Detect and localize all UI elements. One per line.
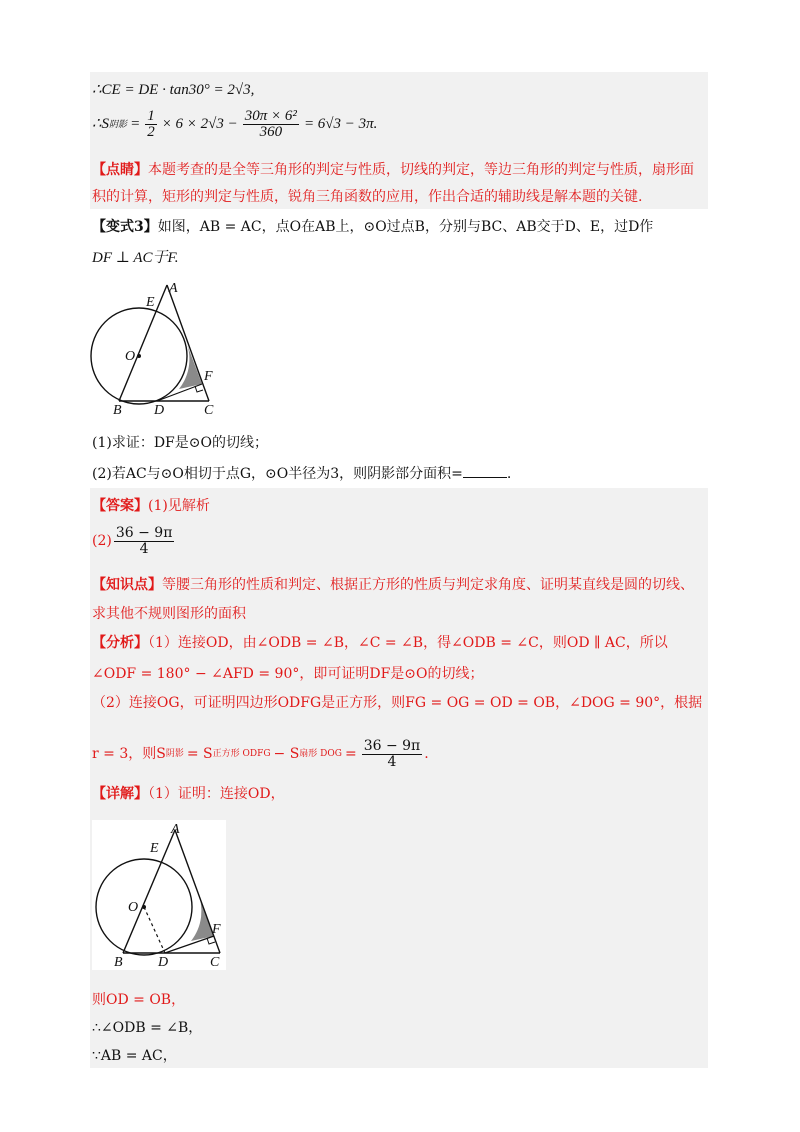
answer-tag: 【答案】 (92, 498, 148, 514)
analysis-4-sub3: 扇形 DOG (299, 749, 342, 759)
fraction-half (145, 109, 157, 140)
analysis-4c: − S (273, 746, 300, 762)
area-eq: = (130, 116, 141, 132)
detail-line-4: ∵AB = AC， (92, 1048, 177, 1064)
fraction-num: 30π × 6² (244, 107, 297, 124)
area-prefix: ∴S (92, 116, 110, 132)
problem-line-2: DF ⊥ AC于F. (92, 250, 179, 266)
label-b: B (113, 403, 122, 418)
label-e: E (146, 295, 155, 310)
analysis-line-4 (92, 734, 429, 774)
question-2-end: . (506, 466, 512, 482)
fraction-den: 4 (387, 753, 397, 770)
question-2 (92, 465, 511, 483)
analysis-text-1: （1）连接OD，由∠ODB = ∠B，∠C = ∠B，得∠ODB = ∠C，则OD ∥ AC，所以 (148, 635, 668, 651)
problem-tag: 【变式3】 (92, 219, 158, 235)
dianjing-line-1 (92, 161, 694, 179)
detail-line-3: ∴∠ODB = ∠B， (92, 1020, 203, 1036)
geometry-figure-2 (92, 820, 226, 970)
analysis-4a: r = 3，则S (92, 746, 166, 762)
fraction-den: 360 (259, 123, 283, 140)
label-o: O (128, 900, 139, 915)
analysis-4-sub1: 阴影 (165, 749, 184, 759)
fraction-num: 36 − 9π (363, 737, 421, 754)
area-end: = 6√3 − 3π. (303, 116, 378, 132)
analysis-line-1 (92, 634, 668, 652)
dianjing-tag: 【点睛】 (92, 162, 148, 178)
label-b: B (114, 955, 123, 970)
side-ab (119, 285, 167, 401)
knowledge-line-2: 求其他不规则图形的面积 (92, 606, 246, 622)
knowledge-tag: 【知识点】 (92, 577, 162, 593)
label-f: F (212, 922, 221, 937)
label-c: C (210, 955, 220, 970)
detail-line-2: 则OD = OB， (92, 992, 186, 1008)
center-dot (142, 905, 146, 909)
detail-line-1 (92, 785, 285, 803)
label-a: A (169, 281, 178, 296)
label-f: F (204, 369, 213, 384)
fraction-sector (243, 109, 299, 140)
analysis-line-3: （2）连接OG，可证明四边形ODFG是正方形，则FG = OG = OD = OB，∠DOG = 90°，根据 (92, 695, 703, 711)
answer-blank (463, 465, 507, 478)
question-1: (1)求证：DF是⊙O的切线； (92, 435, 268, 451)
answer-line-2 (92, 522, 176, 560)
analysis-4b: = S (186, 746, 213, 762)
area-mid: × 6 × 2√3 − (161, 116, 238, 132)
label-d: D (154, 403, 165, 418)
answer-fraction (114, 526, 175, 557)
solution-line-ce: ∴CE = DE · tan30° = 2√3, (92, 82, 255, 98)
problem-text-1: 如图，AB = AC，点O在AB上，⊙O过点B，分别与BC、AB交于D、E，过D作 (157, 219, 654, 235)
answer-text-1: (1)见解析 (148, 498, 210, 514)
detail-tag: 【详解】 (92, 786, 148, 802)
analysis-4-end: . (424, 746, 429, 762)
center-dot (137, 354, 141, 358)
label-o: O (125, 349, 136, 364)
fraction-den: 2 (147, 123, 155, 140)
figure-2-background (92, 820, 226, 970)
answer-line-1 (92, 497, 210, 515)
analysis-4d: = (344, 746, 357, 762)
dianjing-text-1: 本题考查的是全等三角形的判定与性质，切线的判定，等边三角形的判定与性质，扇形面 (148, 162, 694, 178)
label-c: C (204, 403, 214, 418)
knowledge-text-1: 等腰三角形的性质和判定、根据正方形的性质与判定求角度、证明某直线是圆的切线、 (162, 577, 694, 593)
label-e: E (150, 841, 159, 856)
answer-2-prefix: (2) (92, 533, 112, 549)
right-angle-mark (195, 386, 203, 392)
label-d: D (158, 955, 169, 970)
knowledge-line-1 (92, 576, 694, 594)
problem-line-1 (92, 218, 653, 236)
fraction-num: 36 − 9π (115, 524, 173, 541)
fraction-den: 4 (139, 540, 149, 557)
analysis-tag: 【分析】 (92, 635, 148, 651)
fraction-num: 1 (147, 107, 155, 124)
analysis-line-2: ∠ODF = 180° − ∠AFD = 90°，即可证明DF是⊙O的切线； (92, 666, 484, 682)
geometry-figure-1 (85, 278, 235, 418)
shaded-region (179, 339, 202, 389)
answer-analysis-block (90, 488, 708, 1068)
solution-line-area (92, 104, 377, 144)
area-sub: 阴影 (109, 119, 128, 129)
question-2-text: (2)若AC与⊙O相切于点G，⊙O半径为3，则阴影部分面积= (92, 466, 463, 482)
analysis-fraction (362, 739, 423, 770)
analysis-4-sub2: 正方形 ODFG (212, 749, 271, 759)
detail-text-1: （1）证明：连接OD， (148, 786, 285, 802)
label-a: A (171, 822, 180, 837)
dianjing-line-2: 积的计算，矩形的判定与性质，锐角三角函数的应用，作出合适的辅助线是解本题的关键. (92, 189, 643, 205)
